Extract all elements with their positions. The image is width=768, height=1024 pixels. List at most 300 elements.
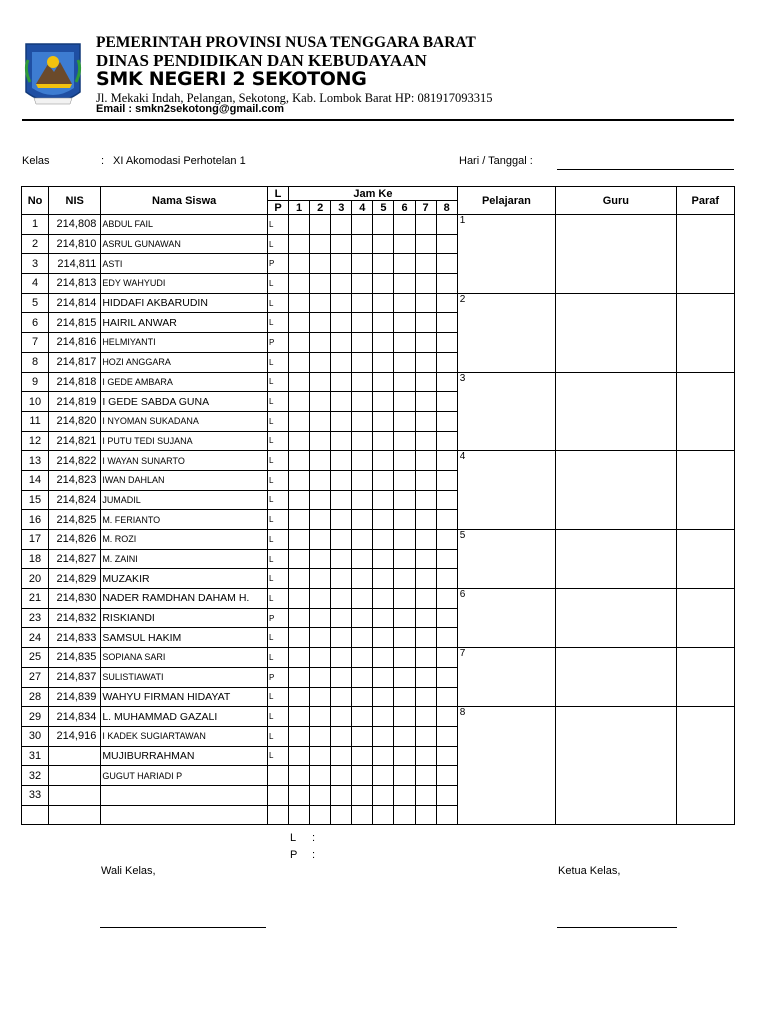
attendance-cell-jam-7[interactable]: [415, 628, 436, 648]
attendance-cell-jam-8[interactable]: [436, 333, 457, 353]
attendance-cell-jam-2[interactable]: [310, 352, 331, 372]
attendance-cell-jam-4[interactable]: [352, 490, 373, 510]
attendance-cell-jam-8[interactable]: [436, 707, 457, 727]
attendance-cell-jam-6[interactable]: [394, 746, 415, 766]
attendance-cell-jam-7[interactable]: [415, 805, 436, 825]
attendance-cell-jam-3[interactable]: [331, 707, 352, 727]
attendance-cell-jam-6[interactable]: [394, 628, 415, 648]
attendance-cell-jam-1[interactable]: [289, 766, 310, 786]
attendance-cell-jam-2[interactable]: [310, 510, 331, 530]
attendance-cell-jam-3[interactable]: [331, 648, 352, 668]
attendance-cell-jam-2[interactable]: [310, 313, 331, 333]
attendance-cell-jam-6[interactable]: [394, 431, 415, 451]
attendance-cell-jam-2[interactable]: [310, 293, 331, 313]
attendance-cell-jam-1[interactable]: [289, 411, 310, 431]
pelajaran-cell[interactable]: 3: [457, 372, 555, 451]
attendance-cell-jam-7[interactable]: [415, 667, 436, 687]
student-gender: L: [268, 392, 289, 412]
student-nis: 214,834: [49, 707, 101, 727]
attendance-cell-jam-8[interactable]: [436, 411, 457, 431]
attendance-cell-jam-1[interactable]: [289, 589, 310, 609]
attendance-cell-jam-4[interactable]: [352, 766, 373, 786]
attendance-cell-jam-6[interactable]: [394, 313, 415, 333]
ketua-kelas-signature-line[interactable]: [557, 927, 677, 928]
attendance-cell-jam-4[interactable]: [352, 392, 373, 412]
attendance-cell-jam-7[interactable]: [415, 608, 436, 628]
row-number: 29: [22, 707, 49, 727]
attendance-cell-jam-6[interactable]: [394, 254, 415, 274]
attendance-cell-jam-4[interactable]: [352, 411, 373, 431]
attendance-cell-jam-6[interactable]: [394, 687, 415, 707]
attendance-cell-jam-1[interactable]: [289, 234, 310, 254]
attendance-cell-jam-8[interactable]: [436, 293, 457, 313]
attendance-cell-jam-3[interactable]: [331, 274, 352, 294]
attendance-cell-jam-8[interactable]: [436, 431, 457, 451]
wali-kelas-signature-line[interactable]: [100, 927, 266, 928]
attendance-cell-jam-6[interactable]: [394, 293, 415, 313]
student-name: WAHYU FIRMAN HIDAYAT: [101, 687, 268, 707]
attendance-cell-jam-3[interactable]: [331, 215, 352, 235]
paraf-cell[interactable]: [676, 293, 734, 372]
attendance-cell-jam-4[interactable]: [352, 667, 373, 687]
attendance-cell-jam-2[interactable]: [310, 628, 331, 648]
attendance-cell-jam-6[interactable]: [394, 333, 415, 353]
attendance-cell-jam-3[interactable]: [331, 234, 352, 254]
attendance-cell-jam-3[interactable]: [331, 470, 352, 490]
attendance-cell-jam-3[interactable]: [331, 333, 352, 353]
letterhead-line-2: DINAS PENDIDIKAN DAN KEBUDAYAAN: [96, 51, 427, 70]
attendance-cell-jam-8[interactable]: [436, 392, 457, 412]
attendance-cell-jam-6[interactable]: [394, 726, 415, 746]
attendance-cell-jam-4[interactable]: [352, 805, 373, 825]
attendance-cell-jam-8[interactable]: [436, 628, 457, 648]
attendance-cell-jam-6[interactable]: [394, 411, 415, 431]
attendance-cell-jam-6[interactable]: [394, 510, 415, 530]
attendance-cell-jam-5[interactable]: [373, 608, 394, 628]
pelajaran-cell[interactable]: 8: [457, 707, 555, 825]
attendance-cell-jam-6[interactable]: [394, 766, 415, 786]
attendance-cell-jam-8[interactable]: [436, 569, 457, 589]
attendance-cell-jam-3[interactable]: [331, 667, 352, 687]
attendance-cell-jam-7[interactable]: [415, 352, 436, 372]
attendance-cell-jam-2[interactable]: [310, 470, 331, 490]
attendance-cell-jam-8[interactable]: [436, 687, 457, 707]
attendance-cell-jam-8[interactable]: [436, 726, 457, 746]
attendance-cell-jam-4[interactable]: [352, 707, 373, 727]
attendance-cell-jam-5[interactable]: [373, 687, 394, 707]
attendance-cell-jam-7[interactable]: [415, 254, 436, 274]
attendance-cell-jam-4[interactable]: [352, 470, 373, 490]
attendance-cell-jam-5[interactable]: [373, 293, 394, 313]
attendance-cell-jam-2[interactable]: [310, 707, 331, 727]
attendance-cell-jam-4[interactable]: [352, 431, 373, 451]
attendance-cell-jam-6[interactable]: [394, 274, 415, 294]
attendance-cell-jam-1[interactable]: [289, 392, 310, 412]
attendance-cell-jam-1[interactable]: [289, 470, 310, 490]
attendance-cell-jam-5[interactable]: [373, 451, 394, 471]
attendance-cell-jam-5[interactable]: [373, 470, 394, 490]
attendance-cell-jam-6[interactable]: [394, 451, 415, 471]
attendance-cell-jam-6[interactable]: [394, 549, 415, 569]
attendance-cell-jam-5[interactable]: [373, 215, 394, 235]
attendance-cell-jam-4[interactable]: [352, 648, 373, 668]
attendance-cell-jam-2[interactable]: [310, 234, 331, 254]
attendance-cell-jam-1[interactable]: [289, 549, 310, 569]
attendance-cell-jam-2[interactable]: [310, 608, 331, 628]
attendance-cell-jam-7[interactable]: [415, 411, 436, 431]
attendance-cell-jam-2[interactable]: [310, 648, 331, 668]
attendance-cell-jam-8[interactable]: [436, 608, 457, 628]
attendance-cell-jam-6[interactable]: [394, 569, 415, 589]
guru-cell[interactable]: [556, 215, 677, 294]
row-number: 7: [22, 333, 49, 353]
attendance-cell-jam-2[interactable]: [310, 687, 331, 707]
attendance-cell-jam-4[interactable]: [352, 530, 373, 550]
attendance-cell-jam-5[interactable]: [373, 333, 394, 353]
attendance-cell-jam-2[interactable]: [310, 254, 331, 274]
attendance-cell-jam-1[interactable]: [289, 805, 310, 825]
attendance-cell-jam-6[interactable]: [394, 589, 415, 609]
attendance-cell-jam-3[interactable]: [331, 628, 352, 648]
paraf-cell[interactable]: [676, 530, 734, 589]
attendance-cell-jam-7[interactable]: [415, 766, 436, 786]
attendance-cell-jam-1[interactable]: [289, 746, 310, 766]
student-gender: L: [268, 313, 289, 333]
attendance-cell-jam-5[interactable]: [373, 431, 394, 451]
attendance-cell-jam-2[interactable]: [310, 372, 331, 392]
attendance-cell-jam-2[interactable]: [310, 766, 331, 786]
attendance-cell-jam-7[interactable]: [415, 746, 436, 766]
table-row: [22, 293, 735, 313]
attendance-cell-jam-7[interactable]: [415, 234, 436, 254]
pelajaran-cell[interactable]: 2: [457, 293, 555, 372]
attendance-cell-jam-2[interactable]: [310, 805, 331, 825]
row-number: 12: [22, 431, 49, 451]
student-gender: L: [268, 372, 289, 392]
attendance-cell-jam-6[interactable]: [394, 608, 415, 628]
guru-cell[interactable]: [556, 451, 677, 530]
attendance-cell-jam-4[interactable]: [352, 549, 373, 569]
attendance-cell-jam-6[interactable]: [394, 234, 415, 254]
attendance-cell-jam-1[interactable]: [289, 667, 310, 687]
attendance-cell-jam-6[interactable]: [394, 530, 415, 550]
header-nama-siswa: Nama Siswa: [101, 187, 268, 215]
attendance-cell-jam-2[interactable]: [310, 589, 331, 609]
attendance-cell-jam-5[interactable]: [373, 510, 394, 530]
attendance-cell-jam-8[interactable]: [436, 313, 457, 333]
attendance-cell-jam-4[interactable]: [352, 293, 373, 313]
attendance-cell-jam-2[interactable]: [310, 215, 331, 235]
attendance-cell-jam-5[interactable]: [373, 411, 394, 431]
attendance-cell-jam-4[interactable]: [352, 313, 373, 333]
attendance-cell-jam-1[interactable]: [289, 687, 310, 707]
paraf-cell[interactable]: [676, 215, 734, 294]
attendance-cell-jam-2[interactable]: [310, 530, 331, 550]
pelajaran-cell[interactable]: 1: [457, 215, 555, 294]
attendance-cell-jam-5[interactable]: [373, 648, 394, 668]
attendance-cell-jam-6[interactable]: [394, 785, 415, 805]
guru-cell[interactable]: [556, 530, 677, 589]
attendance-cell-jam-5[interactable]: [373, 667, 394, 687]
student-nis: 214,813: [49, 274, 101, 294]
student-nis: 214,823: [49, 470, 101, 490]
attendance-cell-jam-4[interactable]: [352, 785, 373, 805]
attendance-cell-jam-7[interactable]: [415, 549, 436, 569]
attendance-cell-jam-7[interactable]: [415, 274, 436, 294]
attendance-cell-jam-5[interactable]: [373, 589, 394, 609]
attendance-cell-jam-3[interactable]: [331, 805, 352, 825]
attendance-cell-jam-7[interactable]: [415, 313, 436, 333]
attendance-cell-jam-7[interactable]: [415, 293, 436, 313]
attendance-cell-jam-5[interactable]: [373, 569, 394, 589]
attendance-cell-jam-6[interactable]: [394, 352, 415, 372]
attendance-cell-jam-3[interactable]: [331, 530, 352, 550]
attendance-cell-jam-7[interactable]: [415, 510, 436, 530]
guru-cell[interactable]: [556, 293, 677, 372]
attendance-cell-jam-2[interactable]: [310, 746, 331, 766]
attendance-cell-jam-4[interactable]: [352, 510, 373, 530]
attendance-cell-jam-7[interactable]: [415, 215, 436, 235]
attendance-cell-jam-3[interactable]: [331, 510, 352, 530]
attendance-cell-jam-3[interactable]: [331, 392, 352, 412]
attendance-cell-jam-7[interactable]: [415, 490, 436, 510]
attendance-cell-jam-3[interactable]: [331, 746, 352, 766]
row-number: 14: [22, 470, 49, 490]
attendance-cell-jam-3[interactable]: [331, 293, 352, 313]
attendance-cell-jam-1[interactable]: [289, 254, 310, 274]
attendance-cell-jam-4[interactable]: [352, 687, 373, 707]
attendance-cell-jam-5[interactable]: [373, 274, 394, 294]
attendance-cell-jam-8[interactable]: [436, 470, 457, 490]
attendance-cell-jam-1[interactable]: [289, 490, 310, 510]
attendance-cell-jam-5[interactable]: [373, 313, 394, 333]
attendance-cell-jam-7[interactable]: [415, 785, 436, 805]
guru-cell[interactable]: [556, 707, 677, 825]
school-email: Email : smkn2sekotong@gmail.com: [96, 103, 284, 115]
attendance-cell-jam-1[interactable]: [289, 628, 310, 648]
attendance-cell-jam-2[interactable]: [310, 785, 331, 805]
attendance-cell-jam-1[interactable]: [289, 451, 310, 471]
attendance-cell-jam-5[interactable]: [373, 530, 394, 550]
attendance-cell-jam-1[interactable]: [289, 608, 310, 628]
attendance-cell-jam-4[interactable]: [352, 254, 373, 274]
attendance-cell-jam-2[interactable]: [310, 726, 331, 746]
attendance-cell-jam-5[interactable]: [373, 254, 394, 274]
pelajaran-cell[interactable]: 6: [457, 589, 555, 648]
attendance-cell-jam-5[interactable]: [373, 392, 394, 412]
paraf-cell[interactable]: [676, 648, 734, 707]
student-nis: 214,822: [49, 451, 101, 471]
attendance-cell-jam-7[interactable]: [415, 431, 436, 451]
student-name: I PUTU TEDI SUJANA: [101, 431, 268, 451]
attendance-cell-jam-7[interactable]: [415, 372, 436, 392]
attendance-cell-jam-4[interactable]: [352, 352, 373, 372]
attendance-cell-jam-1[interactable]: [289, 785, 310, 805]
attendance-cell-jam-8[interactable]: [436, 766, 457, 786]
attendance-cell-jam-7[interactable]: [415, 589, 436, 609]
attendance-cell-jam-3[interactable]: [331, 549, 352, 569]
attendance-cell-jam-5[interactable]: [373, 766, 394, 786]
attendance-cell-jam-3[interactable]: [331, 411, 352, 431]
attendance-cell-jam-6[interactable]: [394, 707, 415, 727]
attendance-cell-jam-1[interactable]: [289, 333, 310, 353]
attendance-cell-jam-8[interactable]: [436, 510, 457, 530]
header-pelajaran: Pelajaran: [457, 187, 555, 215]
attendance-cell-jam-8[interactable]: [436, 805, 457, 825]
attendance-cell-jam-1[interactable]: [289, 648, 310, 668]
attendance-cell-jam-1[interactable]: [289, 215, 310, 235]
attendance-cell-jam-3[interactable]: [331, 766, 352, 786]
attendance-cell-jam-3[interactable]: [331, 352, 352, 372]
header-jam-2: 2: [310, 201, 331, 215]
attendance-cell-jam-2[interactable]: [310, 549, 331, 569]
attendance-cell-jam-8[interactable]: [436, 667, 457, 687]
attendance-cell-jam-2[interactable]: [310, 569, 331, 589]
attendance-cell-jam-4[interactable]: [352, 746, 373, 766]
attendance-cell-jam-3[interactable]: [331, 372, 352, 392]
attendance-cell-jam-8[interactable]: [436, 549, 457, 569]
guru-cell[interactable]: [556, 372, 677, 451]
attendance-cell-jam-7[interactable]: [415, 569, 436, 589]
attendance-cell-jam-8[interactable]: [436, 234, 457, 254]
attendance-cell-jam-3[interactable]: [331, 608, 352, 628]
attendance-cell-jam-1[interactable]: [289, 352, 310, 372]
attendance-cell-jam-4[interactable]: [352, 726, 373, 746]
attendance-cell-jam-4[interactable]: [352, 628, 373, 648]
attendance-cell-jam-8[interactable]: [436, 274, 457, 294]
row-number: 27: [22, 667, 49, 687]
attendance-cell-jam-3[interactable]: [331, 687, 352, 707]
attendance-cell-jam-5[interactable]: [373, 372, 394, 392]
attendance-cell-jam-7[interactable]: [415, 648, 436, 668]
attendance-cell-jam-4[interactable]: [352, 569, 373, 589]
attendance-cell-jam-5[interactable]: [373, 628, 394, 648]
attendance-cell-jam-8[interactable]: [436, 352, 457, 372]
attendance-cell-jam-6[interactable]: [394, 215, 415, 235]
attendance-cell-jam-6[interactable]: [394, 372, 415, 392]
hari-tanggal-label: Hari / Tanggal :: [459, 155, 533, 167]
guru-cell[interactable]: [556, 589, 677, 648]
attendance-cell-jam-3[interactable]: [331, 254, 352, 274]
attendance-cell-jam-1[interactable]: [289, 707, 310, 727]
attendance-cell-jam-7[interactable]: [415, 530, 436, 550]
attendance-cell-jam-4[interactable]: [352, 333, 373, 353]
attendance-cell-jam-7[interactable]: [415, 451, 436, 471]
attendance-cell-jam-4[interactable]: [352, 451, 373, 471]
paraf-cell[interactable]: [676, 707, 734, 825]
attendance-cell-jam-2[interactable]: [310, 392, 331, 412]
paraf-cell[interactable]: [676, 451, 734, 530]
attendance-cell-jam-5[interactable]: [373, 785, 394, 805]
attendance-cell-jam-1[interactable]: [289, 431, 310, 451]
paraf-cell[interactable]: [676, 372, 734, 451]
attendance-cell-jam-4[interactable]: [352, 274, 373, 294]
attendance-cell-jam-2[interactable]: [310, 333, 331, 353]
attendance-cell-jam-4[interactable]: [352, 589, 373, 609]
attendance-cell-jam-7[interactable]: [415, 687, 436, 707]
attendance-cell-jam-4[interactable]: [352, 608, 373, 628]
attendance-cell-jam-6[interactable]: [394, 667, 415, 687]
attendance-cell-jam-3[interactable]: [331, 785, 352, 805]
attendance-cell-jam-3[interactable]: [331, 589, 352, 609]
attendance-cell-jam-1[interactable]: [289, 293, 310, 313]
attendance-cell-jam-3[interactable]: [331, 726, 352, 746]
attendance-cell-jam-7[interactable]: [415, 707, 436, 727]
attendance-cell-jam-8[interactable]: [436, 451, 457, 471]
attendance-cell-jam-5[interactable]: [373, 234, 394, 254]
guru-cell[interactable]: [556, 648, 677, 707]
attendance-cell-jam-1[interactable]: [289, 313, 310, 333]
attendance-cell-jam-4[interactable]: [352, 215, 373, 235]
attendance-cell-jam-8[interactable]: [436, 746, 457, 766]
attendance-cell-jam-3[interactable]: [331, 313, 352, 333]
attendance-cell-jam-7[interactable]: [415, 392, 436, 412]
attendance-cell-jam-5[interactable]: [373, 746, 394, 766]
attendance-cell-jam-6[interactable]: [394, 805, 415, 825]
attendance-cell-jam-8[interactable]: [436, 785, 457, 805]
attendance-cell-jam-3[interactable]: [331, 451, 352, 471]
table-row: [22, 215, 735, 235]
attendance-cell-jam-6[interactable]: [394, 648, 415, 668]
attendance-cell-jam-1[interactable]: [289, 372, 310, 392]
attendance-cell-jam-2[interactable]: [310, 411, 331, 431]
pelajaran-cell[interactable]: 7: [457, 648, 555, 707]
attendance-cell-jam-1[interactable]: [289, 530, 310, 550]
attendance-cell-jam-7[interactable]: [415, 726, 436, 746]
attendance-cell-jam-2[interactable]: [310, 274, 331, 294]
attendance-cell-jam-1[interactable]: [289, 569, 310, 589]
attendance-cell-jam-5[interactable]: [373, 352, 394, 372]
attendance-cell-jam-2[interactable]: [310, 431, 331, 451]
student-nis: 214,832: [49, 608, 101, 628]
attendance-cell-jam-2[interactable]: [310, 451, 331, 471]
attendance-cell-jam-7[interactable]: [415, 333, 436, 353]
attendance-cell-jam-2[interactable]: [310, 667, 331, 687]
attendance-cell-jam-7[interactable]: [415, 470, 436, 490]
attendance-cell-jam-8[interactable]: [436, 372, 457, 392]
attendance-cell-jam-8[interactable]: [436, 530, 457, 550]
pelajaran-cell[interactable]: 4: [457, 451, 555, 530]
attendance-cell-jam-3[interactable]: [331, 431, 352, 451]
attendance-cell-jam-5[interactable]: [373, 726, 394, 746]
attendance-cell-jam-1[interactable]: [289, 274, 310, 294]
pelajaran-cell[interactable]: 5: [457, 530, 555, 589]
attendance-cell-jam-6[interactable]: [394, 470, 415, 490]
attendance-cell-jam-8[interactable]: [436, 490, 457, 510]
attendance-cell-jam-8[interactable]: [436, 254, 457, 274]
attendance-cell-jam-4[interactable]: [352, 372, 373, 392]
attendance-cell-jam-8[interactable]: [436, 215, 457, 235]
attendance-cell-jam-6[interactable]: [394, 490, 415, 510]
attendance-cell-jam-4[interactable]: [352, 234, 373, 254]
attendance-cell-jam-3[interactable]: [331, 490, 352, 510]
paraf-cell[interactable]: [676, 589, 734, 648]
hari-tanggal-field[interactable]: [557, 169, 734, 170]
attendance-cell-jam-5[interactable]: [373, 490, 394, 510]
attendance-cell-jam-3[interactable]: [331, 569, 352, 589]
attendance-cell-jam-8[interactable]: [436, 648, 457, 668]
attendance-cell-jam-5[interactable]: [373, 549, 394, 569]
attendance-cell-jam-2[interactable]: [310, 490, 331, 510]
row-number: 13: [22, 451, 49, 471]
attendance-cell-jam-5[interactable]: [373, 707, 394, 727]
attendance-cell-jam-8[interactable]: [436, 589, 457, 609]
attendance-cell-jam-1[interactable]: [289, 510, 310, 530]
attendance-cell-jam-5[interactable]: [373, 805, 394, 825]
attendance-cell-jam-6[interactable]: [394, 392, 415, 412]
attendance-cell-jam-1[interactable]: [289, 726, 310, 746]
student-gender: L: [268, 549, 289, 569]
